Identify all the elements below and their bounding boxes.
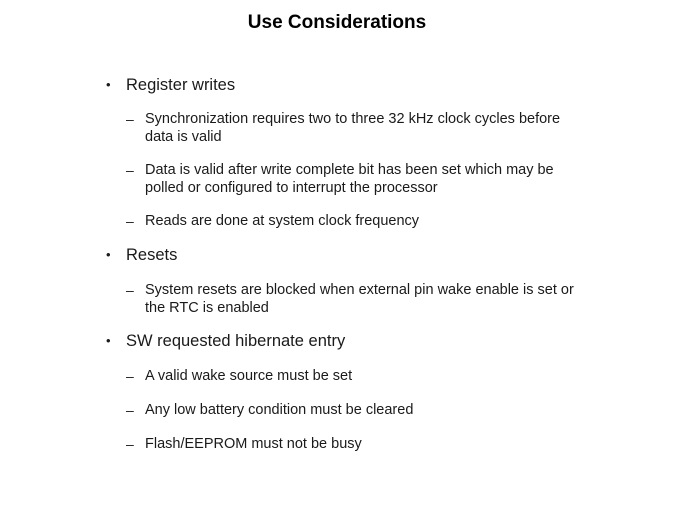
dash-icon: – (126, 436, 134, 452)
bullet-label: Register writes (126, 76, 236, 94)
sub-item (126, 401, 586, 419)
sub-item-text: A valid wake source must be set (145, 368, 353, 384)
sub-item (126, 161, 586, 197)
bullet-label: Resets (126, 246, 178, 264)
sub-item (126, 212, 586, 230)
bullet-dot-icon: • (106, 247, 111, 262)
bullet-dot-icon: • (106, 333, 111, 348)
sub-item (126, 281, 586, 317)
sub-item-text: Any low battery condition must be cleared (145, 402, 414, 418)
bullet-dot-icon: • (106, 77, 111, 92)
dash-icon: – (126, 368, 134, 384)
bullet-label: SW requested hibernate entry (126, 332, 346, 350)
dash-icon: – (126, 282, 134, 298)
dash-icon: – (126, 162, 134, 178)
dash-icon: – (126, 402, 134, 418)
sub-item (126, 367, 586, 385)
sub-item-text: System resets are blocked when external pin wake enable is set or the RTC is enabled (145, 282, 574, 316)
sub-item-text: Data is valid after write complete bit has been set which may be polled or configured to interrupt the processor (145, 162, 554, 196)
sub-item-text: Flash/EEPROM must not be busy (145, 436, 362, 452)
sub-item-text: Reads are done at system clock frequency (145, 213, 420, 229)
sub-item-text: Synchronization requires two to three 32 kHz clock cycles before data is valid (145, 111, 561, 145)
slide-title: Use Considerations (247, 12, 427, 33)
dash-icon: – (126, 111, 134, 127)
dash-icon: – (126, 213, 134, 229)
sub-item (126, 435, 586, 453)
sub-item (126, 110, 586, 146)
